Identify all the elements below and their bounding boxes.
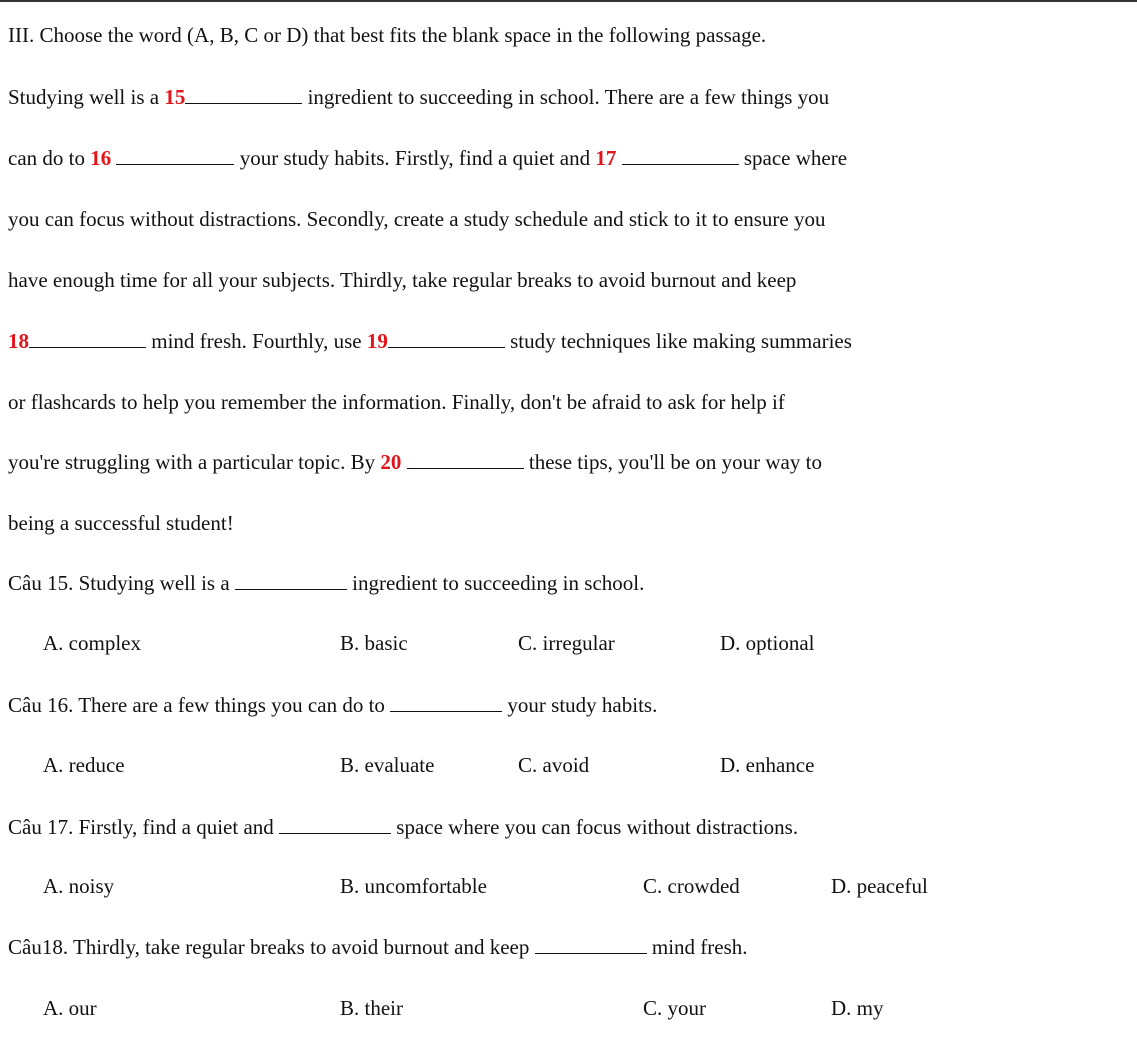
q15-option-d[interactable]: D. optional (720, 631, 815, 655)
question-blank (535, 935, 647, 954)
section-heading: III. Choose the word (A, B, C or D) that best fits the blank space in the following passage. (8, 23, 767, 47)
passage-line-4: have enough time for all your subjects. Thirdly, take regular breaks to avoid burnout and keep (8, 268, 797, 292)
passage-text: space where (738, 146, 848, 170)
question-text: your study habits. (502, 693, 658, 717)
q15-option-a[interactable]: A. complex (43, 631, 141, 655)
q16-option-c[interactable]: C. avoid (518, 753, 590, 777)
q16-option-b[interactable]: B. evaluate (340, 753, 435, 777)
blank-16 (116, 146, 234, 165)
blank-number-20: 20 (380, 450, 402, 474)
blank-17 (622, 146, 739, 165)
question-text: Câu 15. Studying well is a (8, 571, 235, 595)
passage-line-1 (8, 84, 829, 110)
blank-number-16: 16 (90, 146, 112, 170)
q17-option-a[interactable]: A. noisy (43, 874, 115, 898)
question-text: ingredient to succeeding in school. (346, 571, 645, 595)
question-blank (390, 693, 502, 712)
question-text: space where you can focus without distractions. (391, 815, 799, 839)
q16-option-a[interactable]: A. reduce (43, 753, 125, 777)
q15-option-b[interactable]: B. basic (340, 631, 408, 655)
question-text: Câu 17. Firstly, find a quiet and (8, 815, 280, 839)
passage-text: mind fresh. Fourthly, use (146, 329, 367, 353)
q17-option-c[interactable]: C. crowded (643, 874, 740, 898)
passage-text: study techniques like making summaries (504, 329, 852, 353)
blank-15 (185, 85, 302, 104)
blank-number-19: 19 (366, 329, 388, 353)
passage-line-2 (8, 145, 847, 171)
q17-option-d[interactable]: D. peaceful (831, 874, 928, 898)
question-16-stem (8, 692, 657, 718)
q17-option-b[interactable]: B. uncomfortable (340, 874, 487, 898)
blank-number-18: 18 (8, 329, 29, 353)
q18-option-b[interactable]: B. their (340, 996, 403, 1020)
passage-line-6: or flashcards to help you remember the information. Finally, don't be afraid to ask for help if (8, 390, 785, 414)
blank-20 (407, 450, 524, 469)
q15-option-c[interactable]: C. irregular (518, 631, 615, 655)
q16-option-d[interactable]: D. enhance (720, 753, 815, 777)
question-blank (279, 815, 391, 834)
question-18-stem (8, 934, 748, 960)
passage-line-7 (8, 449, 822, 475)
passage-line-3: you can focus without distractions. Secondly, create a study schedule and stick to it to ensure you (8, 207, 826, 231)
blank-19 (388, 329, 505, 348)
q18-option-d[interactable]: D. my (831, 996, 884, 1020)
question-text: Câu18. Thirdly, take regular breaks to avoid burnout and keep (8, 935, 535, 959)
q18-option-a[interactable]: A. our (43, 996, 97, 1020)
passage-text: these tips, you'll be on your way to (523, 450, 822, 474)
question-15-stem (8, 570, 644, 596)
passage-text: you're struggling with a particular topic. By (8, 450, 381, 474)
blank-number-17: 17 (595, 146, 617, 170)
passage-line-8: being a successful student! (8, 511, 234, 535)
top-border (0, 0, 1137, 2)
passage-text: ingredient to succeeding in school. There are a few things you (302, 85, 830, 109)
question-text: Câu 16. There are a few things you can do to (8, 693, 391, 717)
blank-18 (29, 329, 146, 348)
passage-text: your study habits. Firstly, find a quiet and (234, 146, 596, 170)
question-text: mind fresh. (646, 935, 748, 959)
question-17-stem (8, 814, 798, 840)
passage-text: Studying well is a (8, 85, 165, 109)
q18-option-c[interactable]: C. your (643, 996, 706, 1020)
question-blank (235, 571, 347, 590)
blank-number-15: 15 (164, 85, 186, 109)
passage-line-5 (8, 328, 852, 354)
passage-text: can do to (8, 146, 91, 170)
